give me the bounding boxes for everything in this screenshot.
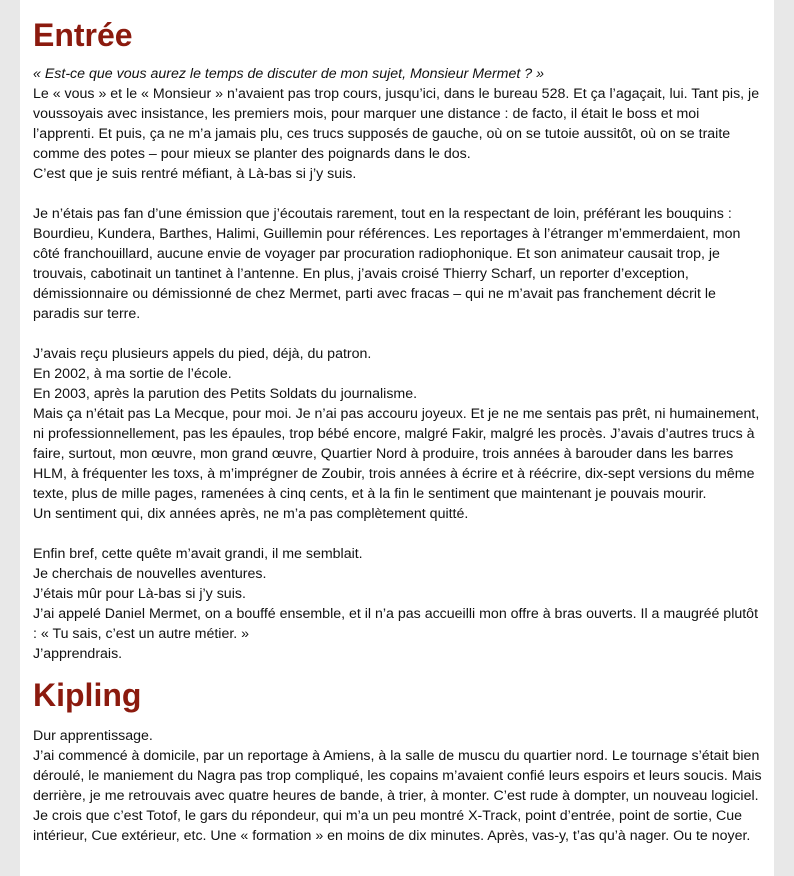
text-line: J’apprendrais. [33,646,123,662]
article-content [20,16,774,846]
text-line: Dur apprentissage. [33,728,153,744]
paragraph [33,726,764,846]
article-page [20,0,774,876]
text-line: J’ai appelé Daniel Mermet, on a bouffé ensemble, et il n’a pas accueilli mon offre à bras ouverts. Il a maugréé plutôt : « Tu sais, c’est un autre métier. » [33,606,759,642]
text-line: J’ai commencé à domicile, par un reportage à Amiens, à la salle de muscu du quartier nord. Le tournage s’était bien déroulé, le maniement du Nagra pas trop compliqué, les copains m’avaient confié leurs espoirs et leurs soucis. Mais derrière, je me retrouvais avec quatre heures de bande, à trier, à monter. C’est rude à dompter, un nouveau logiciel. Je crois que c’est Totof, le gars du répondeur, qui m’a un peu montré X-Track, point d’entrée, point de sortie, Cue intérieur, Cue extérieur, etc. Une « formation » en moins de dix minutes. Après, vas-y, t’as qu’à nager. Ou te noyer. [33,748,762,844]
text-line: J’avais reçu plusieurs appels du pied, déjà, du patron. [33,346,372,362]
text-line: En 2003, après la parution des Petits Soldats du journalisme. [33,386,418,402]
text-line: Enfin bref, cette quête m’avait grandi, il me semblait. [33,546,363,562]
paragraph [33,544,764,664]
text-line: Un sentiment qui, dix années après, ne m’a pas complètement quitté. [33,506,469,522]
text-line: En 2002, à ma sortie de l’école. [33,366,232,382]
text-line: J’étais mûr pour Là-bas si j’y suis. [33,586,246,602]
text-line: Mais ça n’était pas La Mecque, pour moi. Je n’ai pas accouru joyeux. Et je ne me sentais pas prêt, ni humainement, ni professionnellement, pas les épaules, trop bébé encore, malgré Fakir, malgré les procès. J’avais d’autres trucs à faire, surtout, mon œuvre, mon grand œuvre, Quartier Nord à produire, trois années à barouder dans les barres HLM, à fréquenter les toxs, à m’imprégner de Zoubir, trois années à écrire et à réécrire, dix-sept versions du même texte, plus de mille pages, ramenées à cinq cents, et à la fin le sentiment que maintenant je pouvais mourir. [33,406,760,502]
text-line: C’est que je suis rentré méfiant, à Là-bas si j’y suis. [33,166,357,182]
italic-quote: « Est-ce que vous aurez le temps de discuter de mon sujet, Monsieur Mermet ? » [33,66,544,82]
page-margin-right [774,0,794,876]
section-title-kipling: Kipling [33,677,142,713]
paragraph [33,204,764,324]
text-line: Je n’étais pas fan d’une émission que j’écoutais rarement, tout en la respectant de loin, préférant les bouquins : Bourdieu, Kundera, Barthes, Halimi, Guillemin pour références. Les reportages à l’étranger m’emmerdaient, mon côté franchouillard, aucune envie de voyager par procuration radiophonique. Et son animateur causait trop, je trouvais, cabotinait un tantinet à l’antenne. En plus, j’avais croisé Thierry Scharf, un reporter d’exception, démissionnaire ou démissionné de chez Mermet, parti avec fracas – qui ne m’avait pas franchement décrit le paradis sur terre. [33,206,741,322]
paragraph [33,344,764,524]
text-line: Le « vous » et le « Monsieur » n’avaient pas trop cours, jusqu’ici, dans le bureau 528. Et ça l’agaçait, lui. Tant pis, je voussoyais avec insistance, les premiers mois, pour marquer une distance : de facto, il était le boss et moi l’apprenti. Et puis, ça ne m’a jamais plu, ces trucs supposés de gauche, où on se tutoie aussitôt, où on se traite comme des potes – pour mieux se planter des poignards dans le dos. [33,86,760,162]
section-title-entree: Entrée [33,17,133,53]
text-line: Je cherchais de nouvelles aventures. [33,566,267,582]
paragraph [33,64,764,184]
